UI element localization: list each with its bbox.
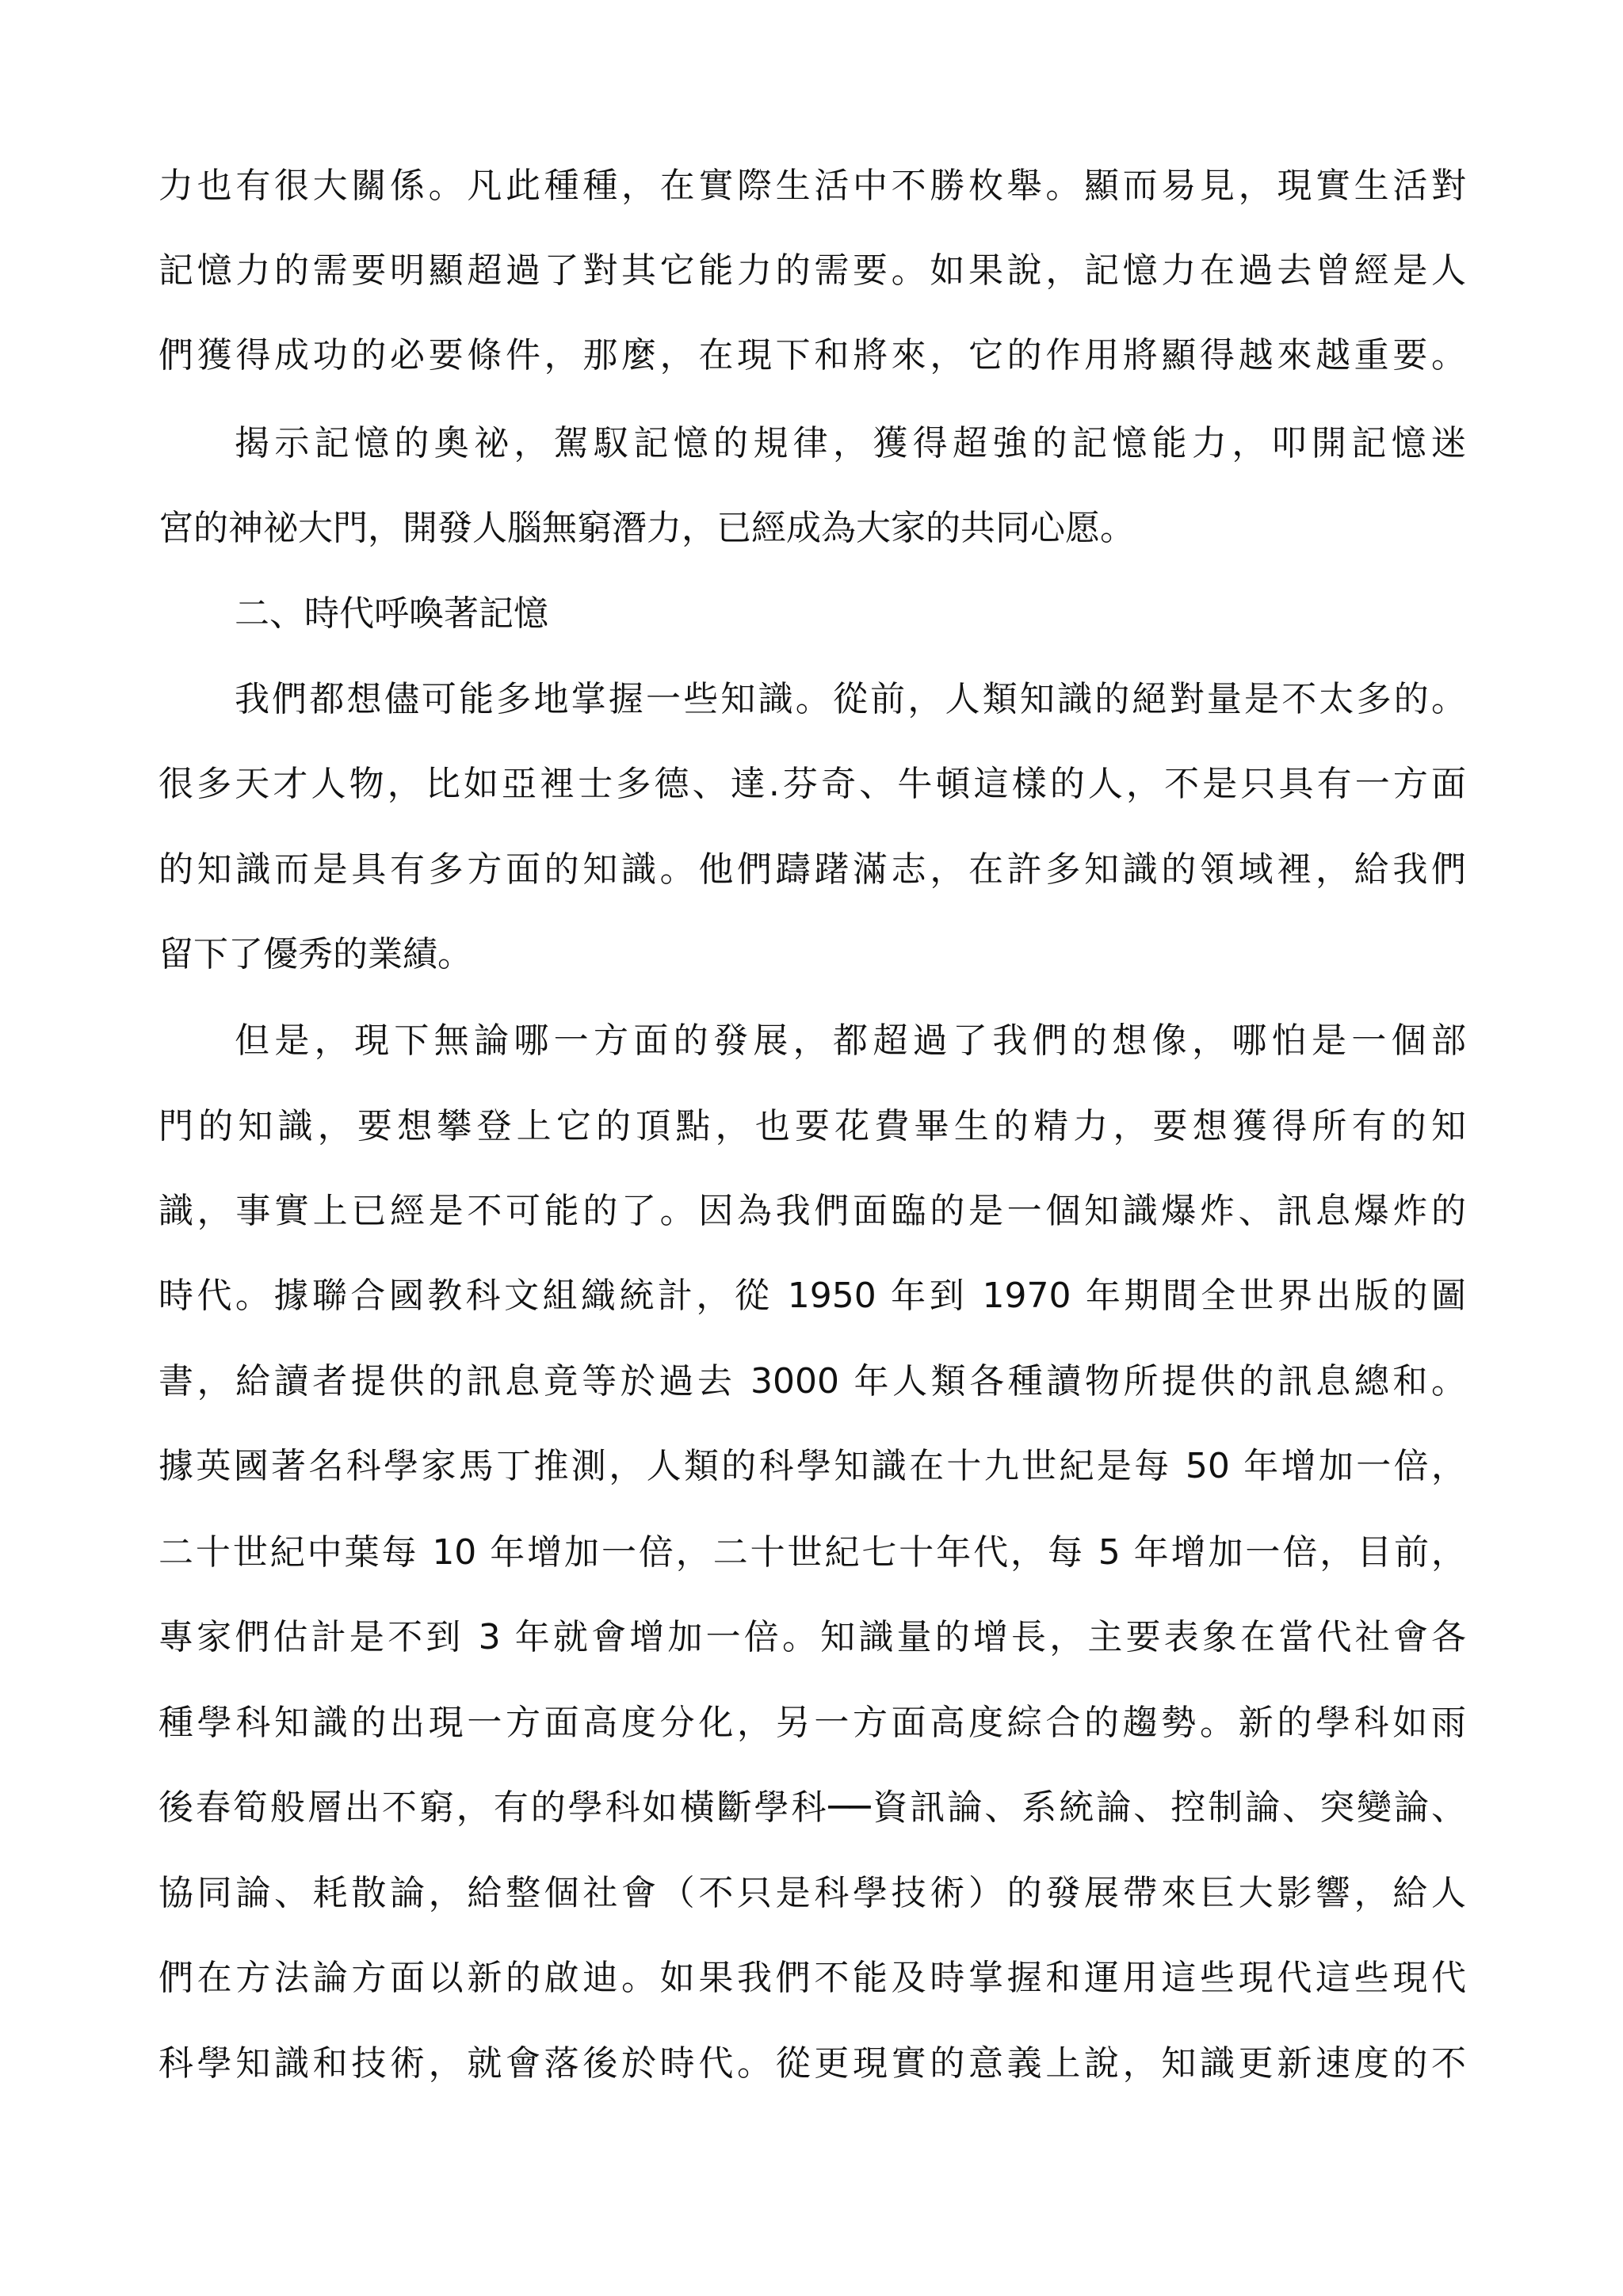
- text-line: 書，給讀者提供的訊息竟等於過去 3000 年人類各種讀物所提供的訊息總和。: [158, 1361, 1466, 1402]
- section-heading: 二、時代呼喚著記憶: [235, 593, 548, 634]
- text-line: 種學科知識的出現一方面高度分化，另一方面高度綜合的趨勢。新的學科如雨: [158, 1703, 1466, 1743]
- text-line: 後春筍般層出不窮，有的學科如橫斷學科──資訊論、系統論、控制論、突變論、: [158, 1787, 1466, 1828]
- text-line: 很多天才人物，比如亞裡士多德、達.芬奇、牛頓這樣的人，不是只具有一方面: [158, 764, 1466, 804]
- text-line: 力也有很大關係。凡此種種，在實際生活中不勝枚舉。顯而易見，現實生活對: [158, 166, 1466, 206]
- text-line: 門的知識，要想攀登上它的頂點，也要花費畢生的精力，要想獲得所有的知: [158, 1106, 1466, 1146]
- text-line: 留下了優秀的業績。: [158, 934, 472, 974]
- text-line: 時代。據聯合國教科文組織統計，從 1950 年到 1970 年期間全世界出版的圖: [158, 1276, 1466, 1316]
- text-line: 們獲得成功的必要條件，那麼，在現下和將來，它的作用將顯得越來越重要。: [158, 335, 1466, 376]
- text-line: 二十世紀中葉每 10 年增加一倍，二十世紀七十年代，每 5 年增加一倍，目前，: [158, 1532, 1466, 1573]
- text-line: 宮的神祕大門，開發人腦無窮潛力，已經成為大家的共同心愿。: [158, 508, 1135, 548]
- text-line: 協同論、耗散論，給整個社會（不只是科學技術）的發展帶來巨大影響，給人: [158, 1873, 1466, 1913]
- text-line: 的知識而是具有多方面的知識。他們躊躇滿志，在許多知識的領域裡，給我們: [158, 849, 1466, 890]
- text-line: 們在方法論方面以新的啟迪。如果我們不能及時掌握和運用這些現代這些現代: [158, 1958, 1466, 1998]
- paragraph-first-line: 但是，現下無論哪一方面的發展，都超過了我們的想像，哪怕是一個部: [235, 1020, 1466, 1061]
- paragraph-first-line: 我們都想儘可能多地掌握一些知識。從前，人類知識的絕對量是不太多的。: [235, 679, 1466, 719]
- text-line: 據英國著名科學家馬丁推測，人類的科學知識在十九世紀是每 50 年增加一倍，: [158, 1446, 1466, 1486]
- text-line: 記憶力的需要明顯超過了對其它能力的需要。如果說，記憶力在過去曾經是人: [158, 250, 1466, 291]
- paragraph-first-line: 揭示記憶的奧祕，駕馭記憶的規律，獲得超強的記憶能力，叩開記憶迷: [235, 423, 1466, 463]
- text-line: 科學知識和技術，就會落後於時代。從更現實的意義上說，知識更新速度的不: [158, 2043, 1466, 2084]
- text-line: 識，事實上已經是不可能的了。因為我們面臨的是一個知識爆炸、訊息爆炸的: [158, 1191, 1466, 1231]
- text-line: 專家們估計是不到 3 年就會增加一倍。知識量的增長，主要表象在當代社會各: [158, 1617, 1466, 1657]
